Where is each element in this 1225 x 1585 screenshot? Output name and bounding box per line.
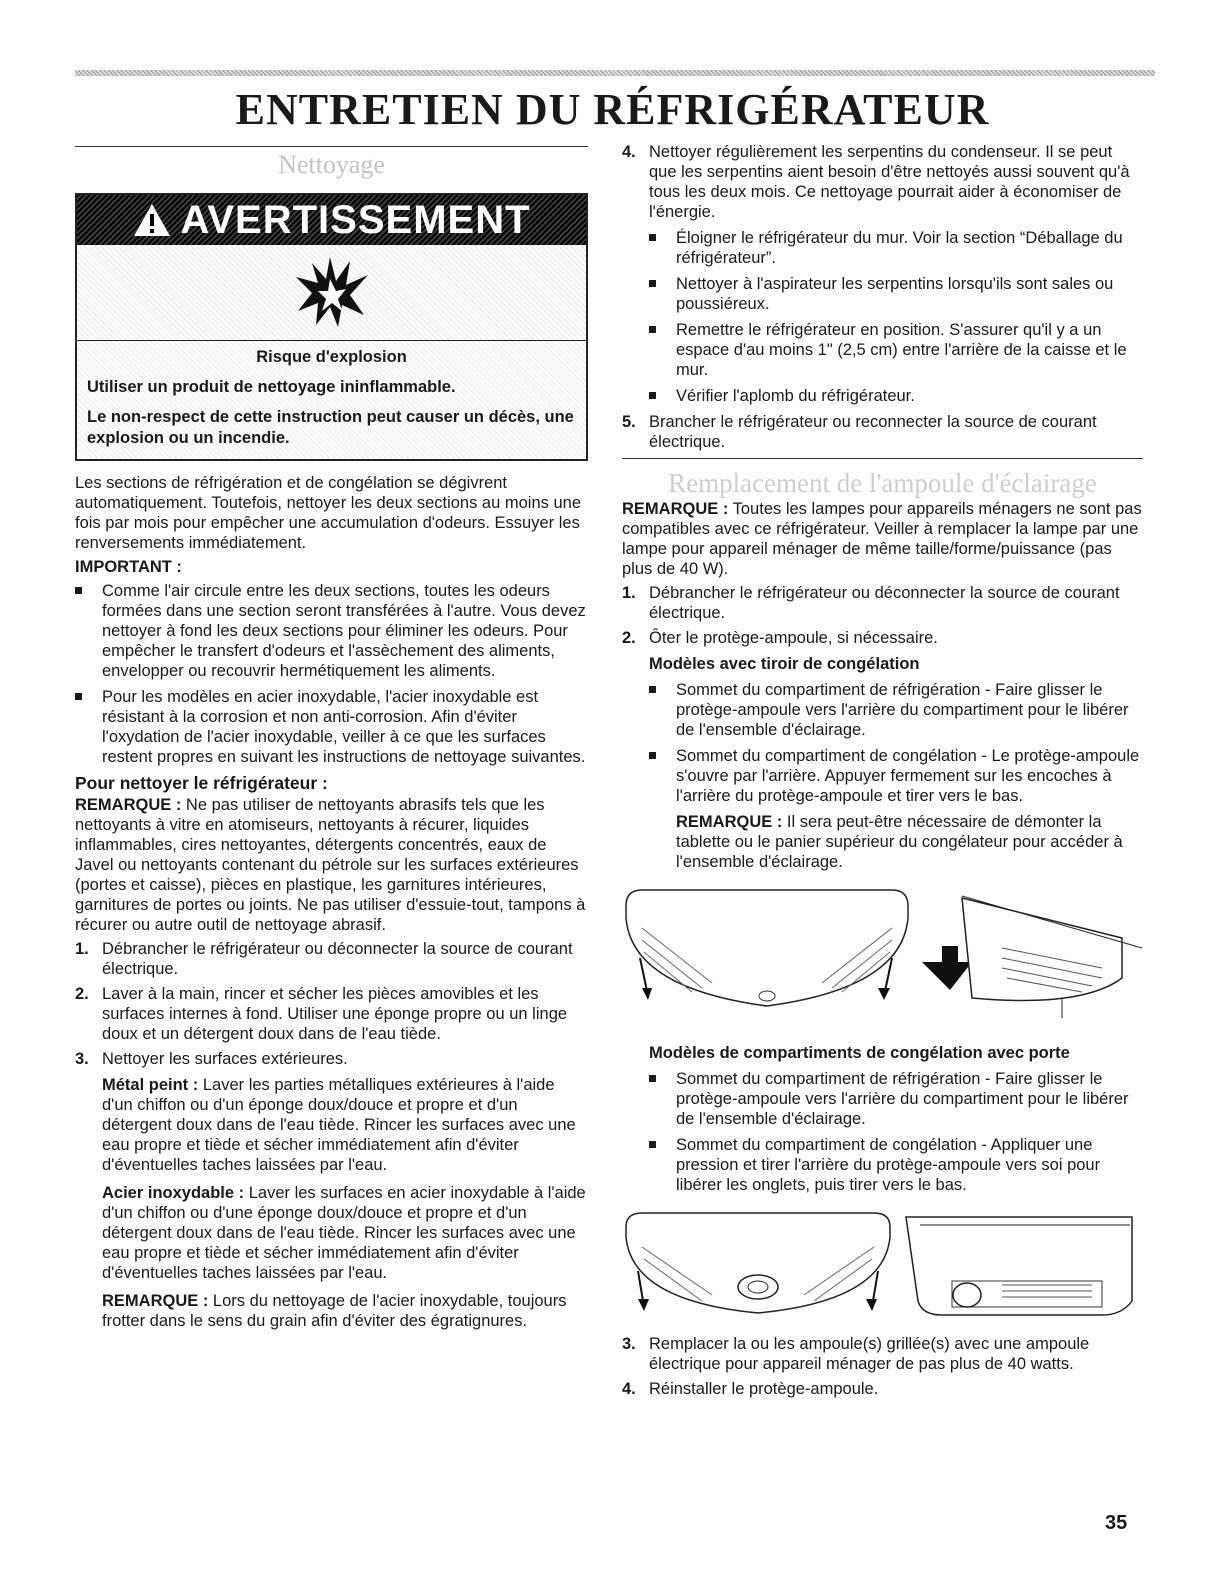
page-number: 35: [1105, 1512, 1128, 1534]
warning-box: [75, 193, 588, 461]
step-number: 4.: [622, 143, 636, 161]
remarque-label: REMARQUE :: [676, 813, 783, 831]
step-text: Laver à la main, rincer et sécher les pièces amovibles et les surfaces internes à fond. Utiliser une éponge propre ou un linge doux et un détergent doux dans de l'eau tiède.: [102, 985, 568, 1043]
step-item: [622, 1379, 1143, 1399]
metal-text: Laver les parties métalliques extérieures à l'aide d'un chiffon ou d'un éponge doux/douce et propre et d'un détergent doux dans de l'eau tiède. Rincer les surfaces avec une eau propre et tiède et sécher immédiatement afin d'éviter d'éventuelles taches laissées par l'eau.: [102, 1076, 576, 1174]
steel-remarque-paragraph: [102, 1291, 588, 1331]
step-number: 2.: [75, 985, 89, 1003]
steel-label: Acier inoxydable :: [102, 1184, 245, 1202]
step-number: 1.: [75, 940, 89, 958]
list-item: Pour les modèles en acier inoxydable, l'acier inoxydable est résistant à la corrosion et non anti-corrosion. Afin d'éviter l'oxydation de l'acier inoxydable, veiller à ce que les surfaces restent propres en suivant les instructions de nettoyage suivantes.: [75, 687, 588, 767]
step-text: Ôter le protège-ampoule, si nécessaire.: [649, 629, 938, 647]
section-rule: [75, 146, 588, 147]
right-column: [622, 142, 1143, 1404]
warning-heading: AVERTISSEMENT: [180, 198, 531, 242]
warning-line-1: Utiliser un produit de nettoyage ininflammable.: [87, 378, 456, 396]
list-item-text: Sommet du compartiment de congélation - Le protège-ampoule s'ouvre par l'arrière. Appuyer fermement sur les encoches à l'arrière du protège-ampoule et tirer vers le bas.: [676, 747, 1140, 805]
explosion-icon-box: [77, 245, 586, 341]
remarque-text: Il sera peut-être nécessaire de démonter la tablette ou le panier supérieur du congélateur pour accéder à l'ensemble d'éclairage.: [676, 813, 1123, 871]
step-text: Brancher le réfrigérateur ou reconnecter la source de courant électrique.: [649, 413, 1097, 451]
drawer-list: [649, 680, 1143, 872]
steel-remarque-text: Lors du nettoyage de l'acier inoxydable, toujours frotter dans le sens du grain afin d'éviter des égratignures.: [102, 1292, 567, 1330]
light-shield-illustration-door: [622, 1211, 1143, 1323]
explosion-icon: [292, 255, 372, 331]
steel-remarque-label: REMARQUE :: [102, 1292, 209, 1310]
left-column: [75, 146, 588, 1339]
step-text: Nettoyer les surfaces extérieures.: [102, 1050, 348, 1068]
how-to-title: Pour nettoyer le réfrigérateur :: [75, 773, 328, 793]
remarque-text: Toutes les lampes pour appareils ménagers ne sont pas compatibles avec ce réfrigérateur. Veiller à remplacer la lampe par une lampe pour appareil ménager de même taille/forme/puissance (pas plus de 40 W).: [622, 500, 1142, 578]
step-text: Remplacer la ou les ampoule(s) grillée(s) avec une ampoule électrique pour appareil ménager de pas plus de 40 watts.: [649, 1335, 1090, 1373]
list-item: Nettoyer à l'aspirateur les serpentins lorsqu'ils sont sales ou poussiéreux.: [649, 274, 1143, 314]
list-item: Sommet du compartiment de réfrigération - Faire glisser le protège-ampoule vers l'arrière du compartiment pour le libérer de l'ensemble d'éclairage.: [649, 680, 1143, 740]
page-title: ENTRETIEN DU RÉFRIGÉRATEUR: [235, 85, 990, 134]
list-item: Sommet du compartiment de congélation - Appliquer une pression et tirer l'arrière du protège-ampoule vers soi pour libérer les onglets, puis tirer vers le bas.: [649, 1135, 1143, 1195]
cleaning-steps-continued: [622, 142, 1143, 452]
lamp-steps-end: [622, 1334, 1143, 1399]
cleaning-remarque: [75, 795, 588, 935]
remarque-label: REMARQUE :: [75, 796, 182, 814]
steel-text: Laver les surfaces en acier inoxydable à l'aide d'un chiffon ou d'une éponge doux/douce et propre et d'un détergent doux dans de l'eau tiède. Rincer les surfaces avec une eau propre et tiède et sécher immédiatement afin d'éviter d'éventuelles taches laissées par l'eau.: [102, 1184, 586, 1282]
step-item: [75, 1049, 588, 1331]
list-item: Sommet du compartiment de réfrigération - Faire glisser le protège-ampoule vers l'arrière du compartiment pour le libérer de l'ensemble d'éclairage.: [649, 1069, 1143, 1129]
step-item: [622, 1334, 1143, 1374]
list-item: Vérifier l'aplomb du réfrigérateur.: [649, 386, 1143, 406]
remarque-text: Ne pas utiliser de nettoyants abrasifs tels que les nettoyants à vitre en atomiseurs, nettoyants à récurer, liquides inflammables, cires nettoyantes, détergents concentrés, eaux de Javel ou nettoyants contenant du pétrole sur les surfaces extérieures (portes et caisse), pièces en plastique, les garnitures intérieures, garnitures de portes ou joints. Ne pas utiliser d'essuie-tout, tampons à récurer ou autre outil de nettoyage abrasif.: [75, 796, 586, 934]
warning-line-2: Le non-respect de cette instruction peut causer un décès, une explosion ou un incendie.: [87, 408, 574, 447]
step-item: [622, 628, 1143, 872]
important-list: [75, 581, 588, 767]
step-item: [75, 939, 588, 979]
step-text: Nettoyer régulièrement les serpentins du condenseur. Il se peut que les serpentins aient besoin d'être nettoyés aussi souvent qu'à tous les deux mois. Ce nettoyage pourrait aider à économiser de l'énergie.: [649, 143, 1130, 221]
warning-header: [77, 195, 586, 245]
metal-paragraph: [102, 1075, 588, 1175]
step-item: [622, 412, 1143, 452]
cleaning-intro: Les sections de réfrigération et de congélation se dégivrent automatiquement. Toutefois, nettoyer les deux sections au moins une fois par mois pour empêcher une accumulation d'odeurs. Essuyer les renversements immédiatement.: [75, 474, 581, 552]
important-label: IMPORTANT :: [75, 558, 182, 576]
light-shield-illustration-drawer: [622, 888, 1143, 1028]
warning-body: [77, 341, 586, 459]
step-number: 3.: [622, 1335, 636, 1353]
step-number: 4.: [622, 1380, 636, 1398]
door-list: [649, 1069, 1143, 1195]
lamp-steps: [622, 583, 1143, 872]
drawer-remarque: [676, 812, 1143, 872]
step-text: Débrancher le réfrigérateur ou déconnecter la source de courant électrique.: [649, 584, 1120, 622]
section-rule: [622, 458, 1143, 459]
cleaning-section-title: Nettoyage: [278, 150, 385, 179]
warning-risk: Risque d'explosion: [256, 348, 407, 366]
step-number: 2.: [622, 629, 636, 647]
coil-list: [649, 228, 1143, 406]
step-item: [622, 142, 1143, 406]
list-item: [649, 746, 1143, 872]
step-text: Débrancher le réfrigérateur ou déconnecter la source de courant électrique.: [102, 940, 573, 978]
step-text: Réinstaller le protège-ampoule.: [649, 1380, 879, 1398]
list-item: Remettre le réfrigérateur en position. S'assurer qu'il y a un espace d'au moins 1" (2,5 cm) entre l'arrière de la caisse et le mur.: [649, 320, 1143, 380]
remarque-label: REMARQUE :: [622, 500, 729, 518]
drawer-models-title: Modèles avec tiroir de congélation: [649, 655, 920, 673]
door-models-title: Modèles de compartiments de congélation avec porte: [649, 1044, 1070, 1062]
step-item: [622, 583, 1143, 623]
list-item: Éloigner le réfrigérateur du mur. Voir la section “Déballage du réfrigérateur”.: [649, 228, 1143, 268]
cleaning-steps: [75, 939, 588, 1331]
warning-triangle-icon: [132, 202, 172, 238]
step-number: 5.: [622, 413, 636, 431]
steel-paragraph: [102, 1183, 588, 1283]
lamp-section-title: Remplacement de l'ampoule d'éclairage: [668, 468, 1097, 498]
top-decorative-bar: [75, 70, 1155, 76]
list-item: Comme l'air circule entre les deux sections, toutes les odeurs formées dans une section seront transférées à l'autre. Vous devez nettoyer à fond les deux sections pour éliminer les odeurs. Pour empêcher le transfert d'odeurs et l'assèchement des aliments, envelopper ou recouvrir hermétiquement les aliments.: [75, 581, 588, 681]
step-item: [75, 984, 588, 1044]
lamp-remarque: [622, 499, 1143, 579]
metal-label: Métal peint :: [102, 1076, 199, 1094]
step-number: 1.: [622, 584, 636, 602]
step-number: 3.: [75, 1050, 89, 1068]
